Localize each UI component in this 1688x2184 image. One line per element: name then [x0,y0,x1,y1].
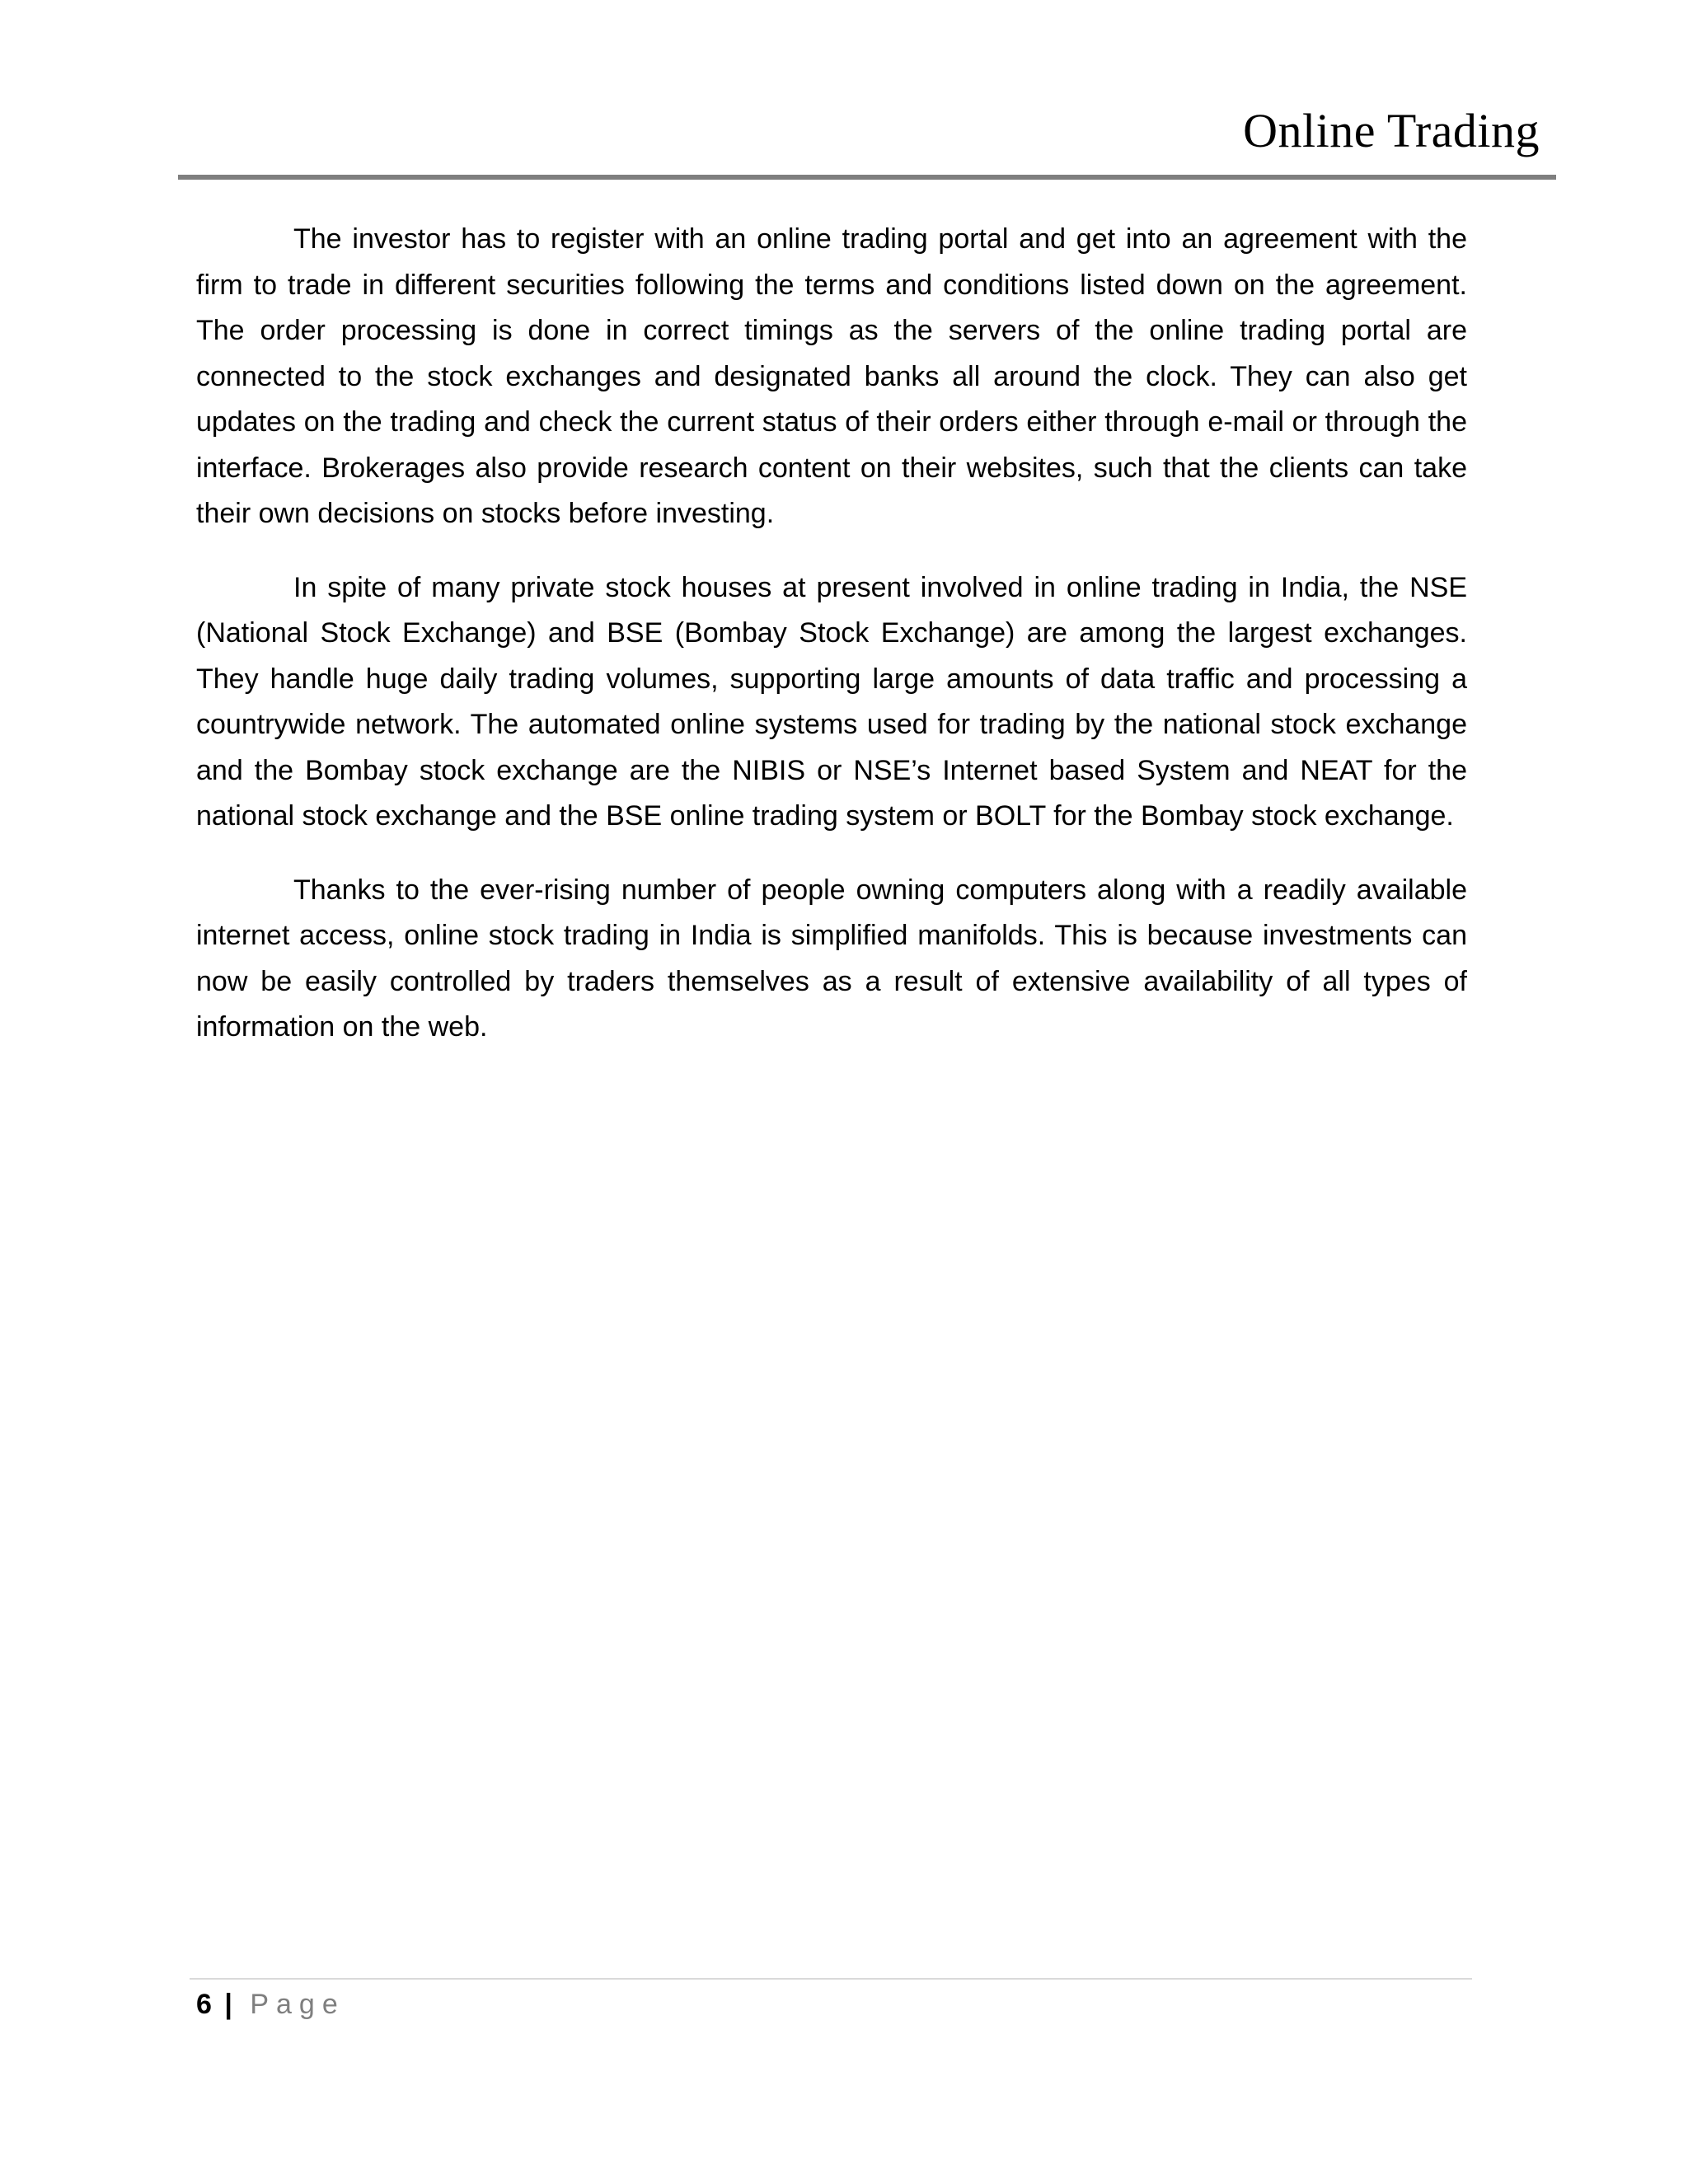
footer-separator: | [224,1989,232,2020]
paragraph: The investor has to register with an online trading portal and get into an agreement with the firm to trade in different securities following the terms and conditions listed down on the agreement. The order processing is done in correct timings as the servers of the online trading portal are connected to the stock exchanges and designated banks all around the clock. They can also get updates on the trading and check the current status of their orders either through e-mail or through the interface. Brokerages also provide research content on their websites, such that the clients can take their own decisions on stocks before investing. [196,223,1467,529]
paragraph: Thanks to the ever-rising number of people owning computers along with a readily available internet access, online stock trading in India is simplified manifolds. This is because investments can now be easily controlled by traders themselves as a result of extensive availability of all types of information on the web. [196,874,1467,1043]
header-divider [178,175,1556,180]
page-label: Page [250,1989,345,2020]
page-number: 6 [196,1989,212,2020]
footer-divider [190,1978,1472,1980]
body-text [196,217,1467,1079]
paragraph: In spite of many private stock houses at present involved in online trading in India, the NSE (National Stock Exchange) and BSE (Bombay Stock Exchange) are among the largest exchanges. They handle huge daily trading volumes, supporting large amounts of data traffic and processing a countrywide network. The automated online systems used for trading by the national stock exchange and the Bombay stock exchange are the NIBIS or NSE’s Internet based System and NEAT for the national stock exchange and the BSE online trading system or BOLT for the Bombay stock exchange. [196,571,1467,832]
page-footer [196,1986,345,2022]
header-title: Online Trading [1243,104,1540,157]
